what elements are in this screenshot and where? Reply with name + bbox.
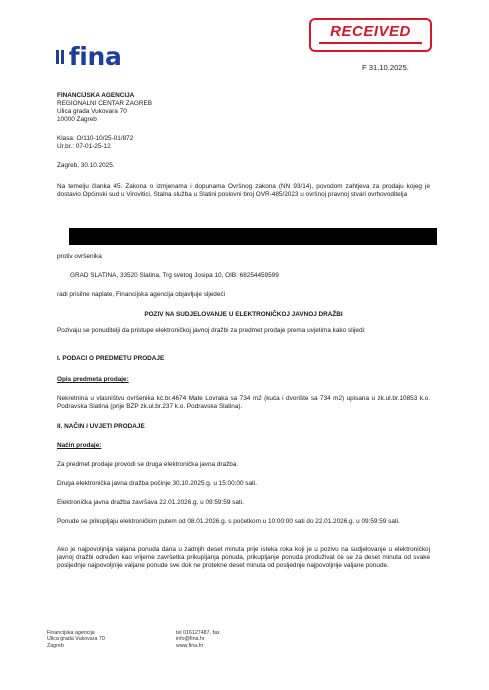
received-stamp — [309, 18, 432, 52]
footer-street: Ulica grada Vukovara 70 — [47, 636, 105, 643]
purpose-line: radi prisilne naplate, Financijska agencija objavljuje sljedeći — [57, 291, 226, 298]
sender-center: REGIONALNI CENTAR ZAGREB — [57, 100, 153, 107]
sender-city: 10000 Zagreb — [57, 116, 97, 123]
footer-city: Zagreb — [47, 642, 64, 649]
stamp-text: RECEIVED — [330, 23, 411, 40]
stamp-date: F 31.10.2025. — [362, 63, 409, 72]
klasa: Klasa: O/110-10/25-01/872 — [57, 135, 134, 142]
intro-paragraph: Na temelju članka 45. Zakona o izmjenama i dopunama Ovršnog zakona (NN 93/14), povodom zahtjeva za prodaju kojeg je dostavio Općinski sud u Virovitici, Stalna služba u Slatini poslovni broj OVR-485/2023 u ovršnoj pravnoj stvari ovrhovoditelja — [57, 183, 430, 199]
urbr: Ur.br.: 07-01-25-12 — [57, 143, 111, 150]
footer-phone: tel 016127487, fax — [176, 630, 220, 636]
footer-org: Financijska agencija — [47, 630, 95, 636]
sender-street: Ulica grada Vukovara 70 — [57, 108, 127, 115]
fina-logo — [56, 44, 122, 70]
section2-p2: Druga elektronička javna dražba počinje 30.10.2025.g. u 15:00:00 sati. — [57, 480, 258, 487]
debtor-line: GRAD SLATINA, 33520 Slatina, Trg svetog Josipa 10, OIB: 68254459599 — [70, 272, 279, 279]
against-label: protiv ovršenika — [57, 253, 102, 260]
logo-text: fina — [68, 42, 122, 71]
document-title: POZIV NA SUDJELOVANJE U ELEKTRONIČKOJ JAVNOJ DRAŽBI — [144, 311, 343, 318]
section1-text: Nekretnina u vlasništvu ovršenika kč.br.4674 Mate Lovraka sa 734 m2 (kuća i dvorište sa 734 m2) upisana u zk.ul.br.10853 k.o. Podravska Slatina (prije BZP zk.ul.br.237 k.o. Podravska Slatina). — [57, 395, 430, 411]
footer-email: info@fina.hr — [176, 636, 205, 643]
invite-paragraph: Pozivaju se ponuditelji da pristupe elektroničkoj javnoj dražbi za predmet prodaje prema uvjetima kako slijedi: — [57, 327, 366, 334]
section2-p1: Za predmet prodaje provodi se druga elektronička javna dražba. — [57, 461, 239, 468]
footer-web: www.fina.hr — [176, 642, 204, 649]
section1-heading: I. PODACI O PREDMETU PRODAJE — [57, 355, 165, 362]
section2-p4: Ponude se prikupljaju elektroničkim putem od 08.01.2026.g. s početkom u 10:00:00 sati do 22.01.2026.g. u 09:59:59 sati. — [57, 518, 400, 525]
logo-bars-icon — [56, 50, 64, 64]
section2-p5: Ako je najpovoljnija valjana ponuda dana u zadnjih deset minuta prije isteka roka koji je u pozivu na sudjelovanje u elektroničkoj javnoj dražbi određen kao vrijeme završetka prikupljanja ponuda, prikupljanje ponuda produživat će se za deset minuta od svake posljednje najpovoljnije valjane ponude sve dok ne protekne deset minuta od posljednje najpovoljnije valjane ponude. — [57, 546, 430, 570]
footer-right — [176, 630, 220, 649]
section2-subheading: Način prodaje: — [57, 442, 102, 449]
sender-name: FINANCIJSKA AGENCIJA — [57, 92, 135, 99]
document-date: Zagreb, 30.10.2025. — [57, 162, 115, 169]
section2-heading: II. NAČIN I UVJETI PRODAJE — [57, 423, 145, 430]
section1-subheading: Opis predmeta prodaje: — [57, 376, 129, 383]
footer-left — [47, 630, 105, 649]
section2-p3: Elektronička javna dražba završava 22.01.2026.g. u 09:59:59 sati. — [57, 499, 244, 506]
redaction-bar — [69, 228, 437, 245]
stamp-underline — [319, 42, 422, 44]
